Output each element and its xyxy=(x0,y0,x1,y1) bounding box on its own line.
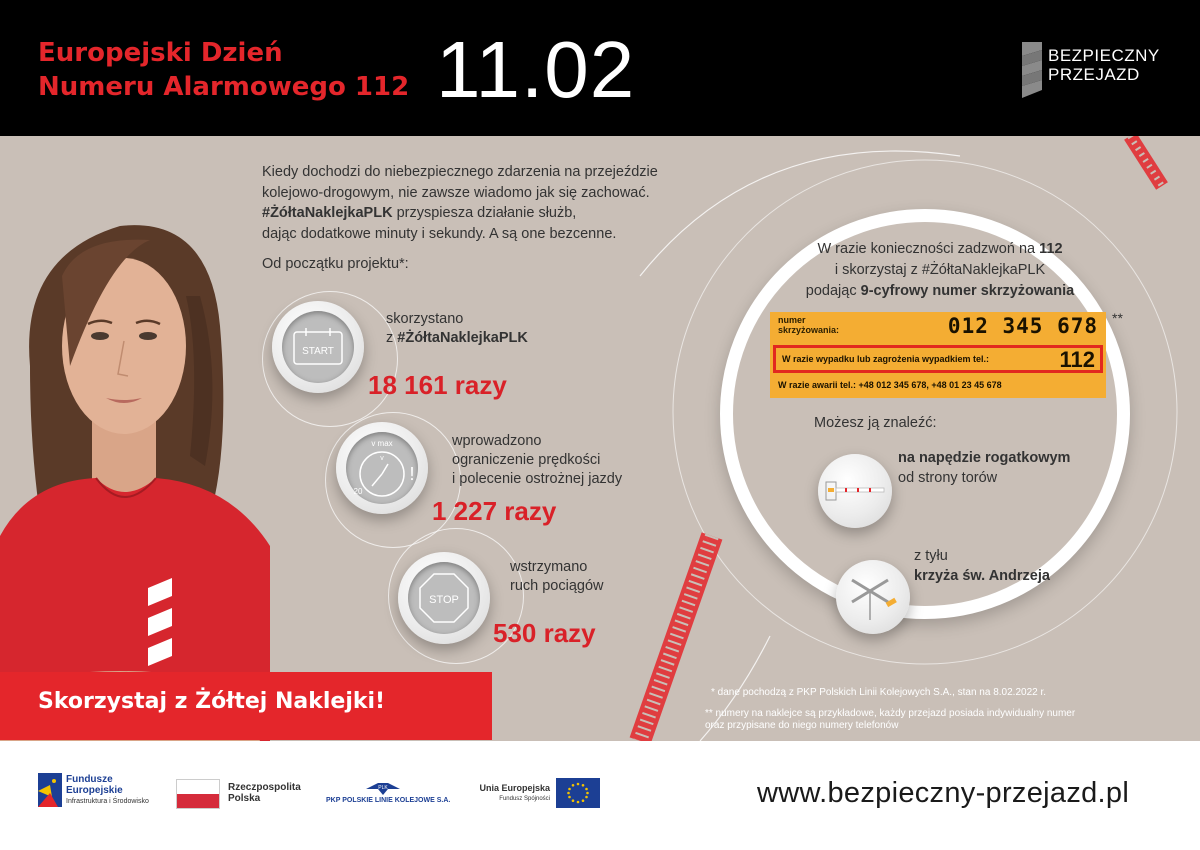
pkp-plk-logo: PKP POLSKIE LINIE KOLEJOWE S.A. xyxy=(326,797,451,804)
intro-line1: Kiedy dochodzi do niebezpiecznego zdarzenia na przejeździe xyxy=(262,164,658,180)
speed-icon-excl: ! xyxy=(409,464,415,484)
intro-line4: dając dodatkowe minuty i sekundy. A są one bezcenne. xyxy=(262,225,617,242)
stat1-hashtag: #ŻółtaNaklejkaPLK xyxy=(397,330,528,346)
main-infographic xyxy=(0,136,1200,741)
footnote2-line2: oraz przypisane do niego numery telefonów xyxy=(705,720,899,731)
sticker-emergency-number: 112 xyxy=(1059,347,1095,372)
stat1-label xyxy=(386,310,528,348)
header xyxy=(0,0,1200,136)
start-icon xyxy=(290,326,346,370)
stop-sign-icon xyxy=(418,572,470,624)
stat1-label-line2 xyxy=(386,329,528,348)
fe-line3: Infrastruktura i Środowisko xyxy=(66,798,149,805)
rp-line1: Rzeczpospolita xyxy=(228,782,301,793)
cta-text: Skorzystaj z Żółtej Naklejki! xyxy=(38,689,386,714)
sticker-emergency-box xyxy=(773,345,1103,373)
event-title-line2: Numeru Alarmowego 112 xyxy=(38,72,410,102)
stat1-label-line1: skorzystano xyxy=(386,311,464,327)
sticker-number-label-line1: numer xyxy=(778,315,806,325)
start-icon-text: START xyxy=(302,346,334,357)
footnote1: * dane pochodzą z PKP Polskich Linii Kolejowych S.A., stan na 8.02.2022 r. xyxy=(711,687,1047,698)
call-instructions xyxy=(770,239,1110,302)
ue-line1: Unia Europejska xyxy=(479,783,550,793)
stat1-prefix: z xyxy=(386,330,398,346)
stat3-value: 530 razy xyxy=(493,618,596,648)
sticker-number-label-line2: skrzyżowania: xyxy=(778,325,840,335)
find-item1-rest: od strony torów xyxy=(898,470,998,486)
st-andrew-cross-icon xyxy=(846,572,900,622)
pkp-mark-text: PLK xyxy=(378,785,388,791)
sticker-footnote-mark: ** xyxy=(1112,310,1123,326)
stat3-label-line2: ruch pociągów xyxy=(510,578,604,594)
stat2-label-line1: wprowadzono xyxy=(452,433,542,449)
footer xyxy=(0,741,1200,850)
event-title-line1: Europejski Dzień xyxy=(38,38,283,68)
speed-icon-v: v xyxy=(380,455,384,462)
fundusze-europejskie-logo-icon xyxy=(38,773,62,807)
rzeczpospolita-polska-logo xyxy=(228,782,301,804)
sticker-crossing-number: 012 345 678 xyxy=(947,314,1098,338)
call-line3-prefix: podając xyxy=(805,283,861,299)
stat2-label-line3: i polecenie ostrożnej jazdy xyxy=(452,471,623,487)
rp-line2: Polska xyxy=(228,793,261,804)
fe-line2: Europejskie xyxy=(66,785,123,796)
fundusze-europejskie-logo xyxy=(66,774,149,807)
barrier-drive-icon xyxy=(822,476,888,506)
stat2-value: 1 227 razy xyxy=(432,496,557,526)
call-line2: i skorzystaj z #ŻółtaNaklejkaPLK xyxy=(834,262,1046,278)
polish-flag-icon xyxy=(176,779,220,809)
sticker-fault-text: W razie awarii tel.: +48 012 345 678, +48 01 23 45 678 xyxy=(778,380,1002,390)
find-item1-bold: na napędzie rogatkowym xyxy=(898,450,1071,466)
rail-track-top xyxy=(1130,136,1162,186)
brand-name xyxy=(1048,46,1160,84)
woman-portrait xyxy=(0,216,270,741)
find-item-cross xyxy=(914,546,1050,586)
brand-line1: BEZPIECZNY xyxy=(1048,46,1160,65)
since-label: Od początku projektu*: xyxy=(262,256,409,272)
find-title: Możesz ją znaleźć: xyxy=(814,415,937,431)
fe-line1: Fundusze xyxy=(66,774,113,785)
intro-line3 xyxy=(262,203,732,224)
footnotes xyxy=(705,687,1165,733)
eu-flag-icon xyxy=(556,778,600,808)
sticker-number-label xyxy=(778,315,839,335)
hashtag: #ŻółtaNaklejkaPLK xyxy=(262,205,393,221)
website-link[interactable]: www.bezpieczny-przejazd.pl xyxy=(757,777,1130,809)
stat2-label xyxy=(452,432,622,489)
brand-line2: PRZEJAZD xyxy=(1048,65,1140,84)
ue-line2: Fundusz Spójności xyxy=(499,796,550,802)
stat3-label-line1: wstrzymano xyxy=(510,559,588,575)
sticker-emergency-text: W razie wypadku lub zagrożenia wypadkiem tel.: xyxy=(782,354,990,364)
rail-track-bottom xyxy=(640,536,712,741)
speed-icon-top: v max xyxy=(371,439,393,448)
cta-banner xyxy=(0,672,492,740)
event-date: 11.02 xyxy=(436,25,636,114)
find-item-barrier xyxy=(898,448,1070,488)
find-item2-line1: z tyłu xyxy=(914,548,948,564)
speed-icon-20: 20 xyxy=(353,487,363,496)
yellow-sticker xyxy=(770,312,1106,398)
intro-line2: kolejowo-drogowym, nie zawsze wiadomo jak się zachować. xyxy=(262,184,650,201)
call-line1-prefix: W razie konieczności zadzwoń na xyxy=(817,241,1040,257)
call-line1 xyxy=(770,239,1110,260)
unia-europejska-logo xyxy=(474,783,550,804)
find-item2-bold: krzyża św. Andrzeja xyxy=(914,568,1050,584)
stat1-value: 18 161 razy xyxy=(368,370,507,400)
brand-stripes-icon xyxy=(1018,42,1042,98)
intro-paragraph xyxy=(262,162,732,244)
call-line3 xyxy=(770,281,1110,302)
pkp-plk-logo-icon xyxy=(366,781,400,797)
call-line1-number: 112 xyxy=(1039,241,1063,257)
stat3-label xyxy=(510,558,604,596)
stat2-label-line2: ograniczenie prędkości xyxy=(452,452,601,468)
footnote2-line1: ** numery na naklejce są przykładowe, każdy przejazd posiada indywidualny numer xyxy=(705,707,1076,719)
bezpieczny-przejazd-logo xyxy=(1018,40,1178,100)
intro-line3-rest: przyspiesza działanie służb, xyxy=(392,205,577,221)
stop-icon-text: STOP xyxy=(429,594,459,606)
call-line3-bold: 9-cyfrowy numer skrzyżowania xyxy=(860,283,1075,299)
speed-limit-icon xyxy=(340,434,424,504)
event-title xyxy=(38,36,409,104)
